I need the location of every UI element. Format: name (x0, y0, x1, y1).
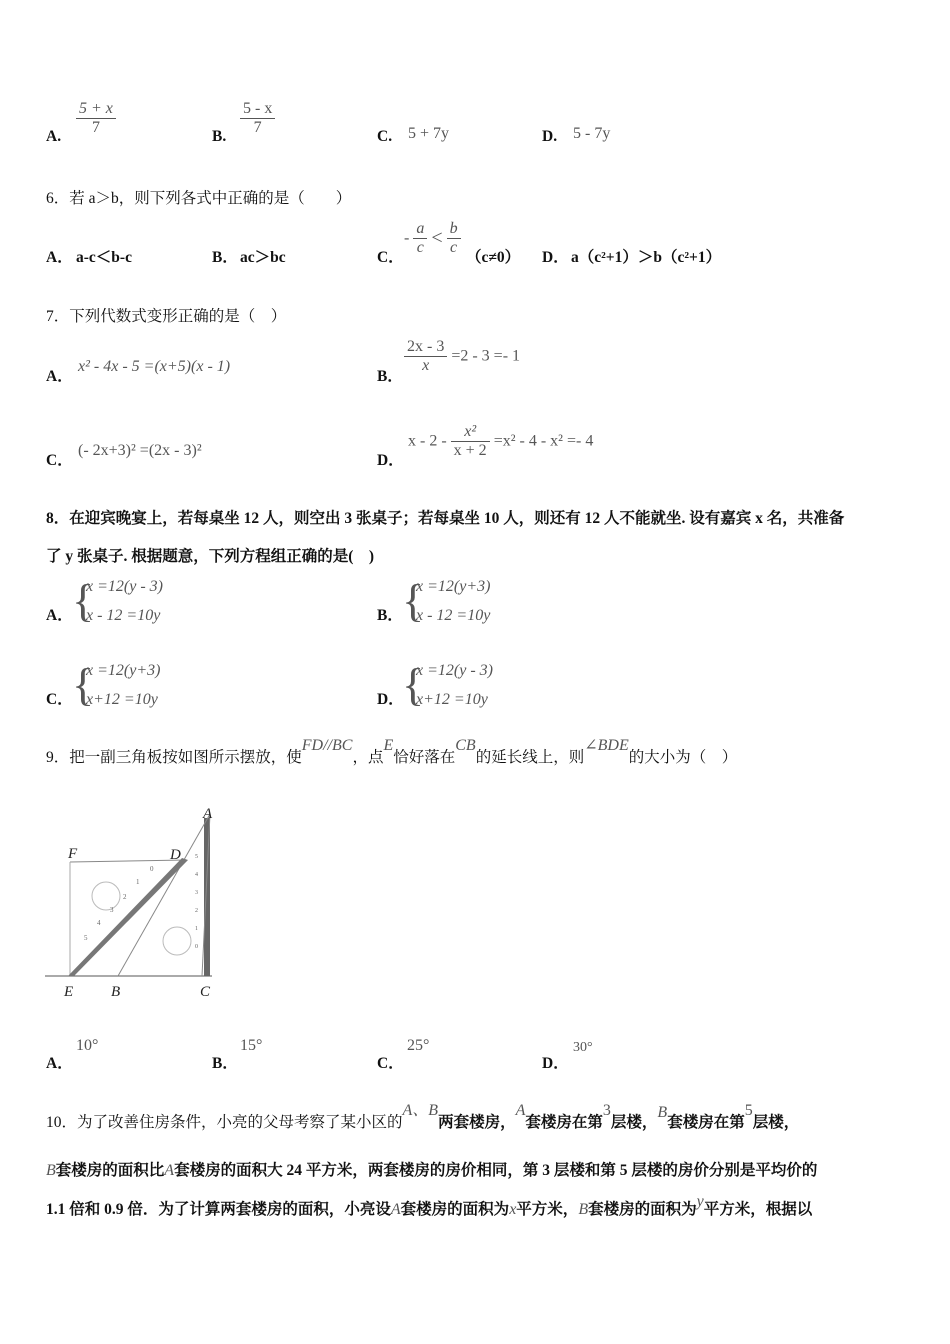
q9-stem-part: 9．把一副三角板按如图所示摆放，使 (46, 749, 302, 766)
q8-option-b-label: B． (377, 607, 403, 624)
q6-option-b-label: B． (212, 249, 238, 266)
q8-b-eq2: x - 12 =10y (416, 607, 491, 624)
q6-option-d-label: D． (542, 249, 569, 266)
q5-option-b-fraction (240, 100, 275, 137)
q7-option-b-label: B． (377, 368, 403, 385)
q7-d-denominator: x + 2 (453, 442, 487, 459)
q10-text: 平方米，根据以 (703, 1201, 813, 1218)
point-label-c: C (200, 984, 211, 1000)
vertical-tick-label: 4 (195, 872, 198, 878)
q9-option-a-value: 10° (76, 1037, 99, 1054)
q10-math: A (390, 1201, 401, 1218)
q9-stem-part: 的大小为（ ） (628, 749, 738, 766)
diagonal-tick-label: 2 (123, 893, 127, 901)
q6-option-c-label: C． (377, 249, 404, 266)
q5-option-d-label: D. (542, 128, 558, 145)
diagonal-tick-label: 3 (110, 906, 114, 914)
diagonal-tick-label: 5 (84, 934, 88, 942)
q5-option-c-expr: 5 + 7y (408, 125, 450, 142)
q5-a-numerator: 5 + x (76, 100, 116, 119)
diagonal-tick-label: 4 (97, 919, 101, 927)
q7-option-a-label: A． (46, 368, 73, 385)
q5-option-a-fraction (76, 100, 116, 137)
q8-d-eq2: x+12 =10y (416, 691, 488, 708)
q7-option-d-label: D． (377, 452, 404, 469)
q6-c-frac2-num: b (447, 220, 461, 239)
q6-option-b-text: ac＞bc (240, 249, 286, 266)
q8-a-brace: { (72, 575, 95, 626)
diagonal-tick-label: 1 (136, 878, 140, 886)
q8-option-d-label: D． (377, 691, 404, 708)
q8-c-eq1: x =12(y+3) (86, 662, 161, 679)
q9-option-c-label: C． (377, 1055, 404, 1072)
point-label-b: B (111, 984, 121, 1000)
q10-line2 (46, 1158, 817, 1180)
q10-text: 套楼房的面积比 (55, 1162, 165, 1179)
q6-c-frac1-den: c (416, 239, 424, 256)
q8-stem-line2: 了 y 张桌子. 根据题意，下列方程组正确的是( ) (46, 548, 375, 565)
q8-b-eq1: x =12(y+3) (416, 578, 491, 595)
q9-stem-part: 的延长线上，则 (475, 749, 585, 766)
q8-option-c-label: C． (46, 691, 73, 708)
q9-option-b-value: 15° (240, 1037, 263, 1054)
q7-b-denominator: x (422, 357, 430, 374)
q8-c-eq2: x+12 =10y (86, 691, 158, 708)
q6-c-frac2-den: c (450, 239, 458, 256)
q8-c-brace: { (72, 659, 95, 710)
q6-option-a-label: A． (46, 249, 73, 266)
q10-text: 套楼房的面积大 24 平方米，两套楼房的房价相同，第 3 层楼和第 5 层楼的房价分别是平均价的 (174, 1162, 818, 1179)
q9-stem-math: CB (455, 737, 476, 754)
q9-stem-part: 恰好落在 (393, 749, 456, 766)
q7-d-pre: x - 2 - (408, 432, 447, 450)
q7-option-c-expr: (- 2x+3)² =(2x - 3)² (78, 442, 202, 459)
q7-option-c-label: C． (46, 452, 73, 469)
q10-text: 套楼房的面积为 (400, 1201, 510, 1218)
q10-math: B (578, 1201, 589, 1218)
q10-text: 套楼房在第 (667, 1114, 745, 1131)
q10-math: A、B (402, 1102, 439, 1119)
fd-line (70, 860, 186, 862)
vertical-tick-label: 2 (195, 908, 198, 914)
q9-stem-math: E (383, 737, 394, 754)
q10-math: 3 (602, 1102, 611, 1119)
q8-b-brace: { (402, 575, 425, 626)
q7-stem-text: 7．下列代数式变形正确的是（ ） (46, 308, 287, 325)
q8-a-eq1: x =12(y - 3) (86, 578, 163, 595)
q10-math: A (515, 1102, 526, 1119)
q9-option-a-label: A． (46, 1055, 73, 1072)
q6-option-c-expr (404, 220, 461, 257)
q6-stem (46, 186, 351, 208)
q7-option-d-expr (408, 423, 593, 460)
q10-math: 5 (744, 1102, 753, 1119)
q9-stem-part: ，点 (352, 749, 384, 766)
q10-math: B (46, 1162, 56, 1179)
q6-option-d-text: a（c²+1）＞b（c²+1） (571, 249, 722, 266)
q10-text: 1.1 倍和 0.9 倍．为了计算两套楼房的面积，小亮设 (46, 1201, 391, 1218)
q6-option-a-text: a-c＜b-c (76, 249, 132, 266)
vertical-tick-label: 5 (195, 854, 198, 860)
q9-stem (46, 737, 738, 767)
q7-option-a-expr: x² - 4x - 5 =(x+5)(x - 1) (78, 358, 231, 375)
q6-c-frac1-num: a (413, 220, 427, 239)
q8-stem-line1: 8．在迎宾晚宴上，若每桌坐 12 人，则空出 3 张桌子；若每桌坐 10 人，则还有 12 人不能就坐. 设有嘉宾 x 名，共准备 (46, 510, 845, 527)
q5-b-denominator: 7 (253, 119, 262, 136)
q9-option-d-label: D． (542, 1055, 569, 1072)
q9-stem-math: ∠BDE (584, 737, 629, 754)
q8-option-a-label: A． (46, 607, 73, 624)
q10-text: 层楼， (610, 1114, 658, 1131)
vertical-tick-label: 1 (195, 926, 198, 932)
q8-a-eq2: x - 12 =10y (86, 607, 161, 624)
q5-option-d-expr: 5 - 7y (573, 125, 611, 142)
q5-option-a-label: A. (46, 128, 62, 145)
point-label-e: E (64, 984, 74, 1000)
q5-b-numerator: 5 - x (240, 100, 275, 119)
point-label-f: F (68, 846, 78, 862)
vertical-tick-label: 0 (195, 944, 198, 950)
q10-line1 (46, 1102, 800, 1132)
q5-option-b-label: B. (212, 128, 227, 145)
q10-text: 套楼房在第 (525, 1114, 603, 1131)
q10-text: 平方米， (516, 1201, 579, 1218)
q5-option-c-label: C. (377, 128, 393, 145)
point-label-a: A (203, 806, 213, 822)
q10-text: 10．为了改善住房条件，小亮的父母考察了某小区的 (46, 1114, 403, 1131)
triangle-hole-circle (92, 882, 120, 910)
triangle-hole-circle (163, 927, 191, 955)
q6-c-condition: （c≠0） (466, 249, 521, 266)
q6-c-lt: < (431, 227, 443, 249)
q10-math: x (509, 1201, 517, 1218)
q7-b-numerator: 2x - 3 (404, 338, 447, 357)
q9-option-c-value: 25° (407, 1037, 430, 1054)
q9-option-b-label: B． (212, 1055, 238, 1072)
q10-line3 (46, 1193, 813, 1219)
q10-text: 层楼， (752, 1114, 800, 1131)
diagonal-tick-label: 0 (150, 865, 154, 873)
q6-stem-text: 6．若 a＞b，则下列各式中正确的是（ ） (46, 190, 352, 207)
q7-option-b-expr (404, 338, 520, 375)
vertical-tick-label: 3 (195, 890, 198, 896)
point-label-d: D (170, 847, 181, 863)
q10-math: B (657, 1104, 668, 1121)
q8-d-eq1: x =12(y - 3) (416, 662, 493, 679)
q9-stem-math: FD//BC (301, 737, 353, 754)
q10-text: 套楼房的面积为 (588, 1201, 697, 1218)
q5-a-denominator: 7 (91, 119, 100, 136)
q7-stem (46, 304, 286, 326)
q10-math: y (696, 1193, 704, 1210)
q9-triangle-figure (40, 800, 230, 1005)
q8-d-brace: { (402, 659, 425, 710)
q10-text: 两套楼房， (438, 1114, 516, 1131)
q7-d-rest: =x² - 4 - x² =- 4 (493, 432, 594, 450)
q9-option-d-value: 30° (573, 1040, 593, 1055)
q7-b-rest: =2 - 3 =- 1 (451, 347, 521, 365)
q10-math: A (164, 1162, 175, 1179)
q7-d-numerator: x² (451, 423, 490, 442)
q6-c-minus: - (404, 229, 410, 247)
